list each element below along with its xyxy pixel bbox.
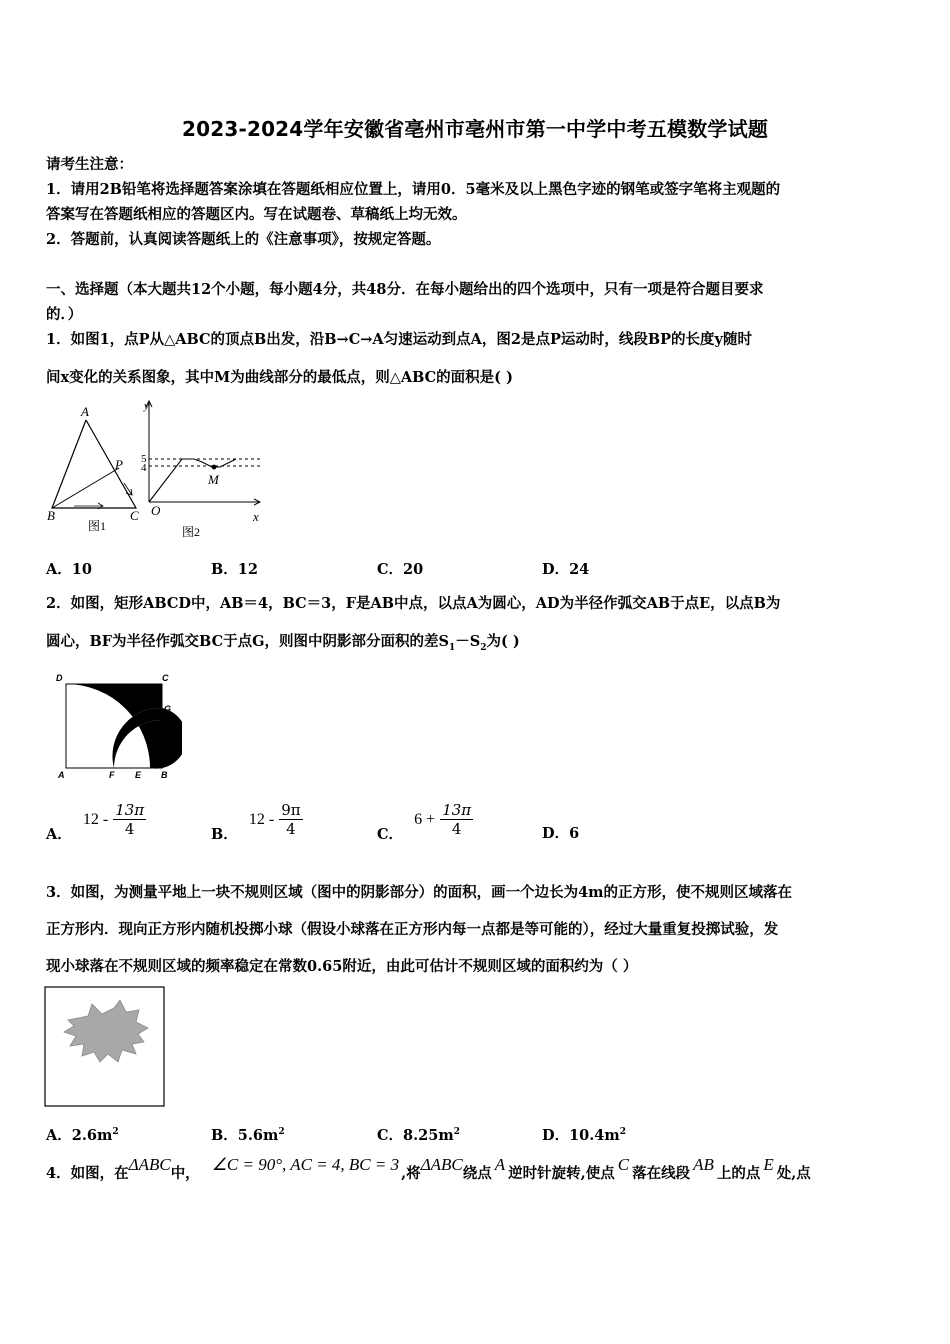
fig2-caption: 图2 (182, 525, 201, 539)
q2-figure (52, 670, 182, 780)
fig1-label-B: B (47, 508, 55, 523)
page-title: 2023-2024学年安徽省亳州市亳州市第一中学中考五模数学试题 (181, 117, 769, 141)
q3-line-2: 正方形内．现向正方形内随机投掷小球（假设小球落在正方形内每一点都是等可能的），经过大量重复投掷试验，发 (46, 921, 779, 938)
fig2-tick-4: 4 (141, 462, 147, 474)
q1-line-2: 间x变化的关系图象，其中M为曲线部分的最低点，则△ABC的面积是( ) (46, 369, 513, 386)
fig-q2-label-E: E (135, 770, 142, 780)
fig2-label-y: y (144, 400, 149, 412)
section-heading-line-1: 一、选择题（本大题共12个小题，每小题4分，共48分．在每小题给出的四个选项中，只有一项是符合题目要求 (46, 281, 764, 298)
q3-option-b[interactable]: B．$5.6m^2$ (211, 1127, 285, 1144)
q3-line-1: 3．如图，为测量平地上一块不规则区域（图中的阴影部分）的面积，画一个边长为4m的正方形，使不规则区域落在 (46, 884, 793, 901)
notice-line-3: 2．答题前，认真阅读答题纸上的《注意事项》，按规定答题。 (46, 231, 441, 248)
fig-q2-label-C: C (162, 673, 169, 683)
q1-figures (44, 398, 274, 544)
q3-figure (44, 986, 166, 1108)
fig1-label-P: P (115, 457, 123, 472)
fig-q2-label-D: D (56, 673, 63, 683)
notice-line-2: 答案写在答题纸相应的答题区内。写在试题卷、草稿纸上均无效。 (46, 206, 467, 223)
q4-line-1: 4．如图，在ΔABC中， ∠C = 90°, AC = 4, BC = 3 ,将ΔABC绕点 A 逆时针旋转,使点 C 落在线段 AB 上的点 E 处,点 (46, 1155, 811, 1182)
q2-option-d[interactable]: D．6 (542, 825, 580, 842)
q3-line-3: 现小球落在不规则区域的频率稳定在常数0.65附近，由此可估计不规则区域的面积约为（ ） (46, 958, 638, 975)
fig-q2-label-A: A (58, 770, 65, 780)
fig-q2-label-G: G (164, 704, 172, 714)
fig1-caption: 图1 (88, 519, 107, 533)
q1-figure-2 (141, 400, 262, 539)
notice-heading: 请考生注意： (46, 156, 133, 173)
q3-option-a[interactable]: A．$2.6m^2$ (46, 1127, 119, 1144)
fig2-label-origin: O (151, 503, 161, 518)
q2-line-1: 2．如图，矩形ABCD中，AB＝4，BC＝3，F是AB中点，以点A为圆心，AD为半径作弧交AB于点E，以点B为 (46, 595, 781, 612)
fig1-label-A: A (81, 404, 89, 419)
q2-line-2: 圆心，BF为半径作弧交BC于点G，则图中阴影部分面积的差$S_1-S_2$为( ) (46, 633, 520, 653)
fig2-label-M: M (208, 472, 219, 487)
q2-option-b[interactable]: B． 12 - $\frac{9\pi}{4}$ (211, 801, 301, 843)
q1-line-1: 1．如图1，点P从△ABC的顶点B出发，沿B→C→A匀速运动到点A，图2是点P运动时，线段BP的长度y随时 (46, 331, 752, 348)
q1-figure-1 (47, 404, 139, 533)
q2-option-c[interactable]: C． 6 + $\frac{13\pi}{4}$ (377, 801, 472, 843)
fig-q2-label-F: F (109, 770, 115, 780)
q1-option-c[interactable]: C．20 (377, 561, 424, 578)
fig2-tick-5: 5 (141, 453, 147, 465)
fig-q2-label-B: B (161, 770, 168, 780)
q1-option-d[interactable]: D．24 (542, 561, 590, 578)
q1-option-b[interactable]: B．12 (211, 561, 258, 578)
q3-option-d[interactable]: D．$10.4m^2$ (542, 1127, 627, 1144)
q2-option-a[interactable]: A． 12 - $\frac{13\pi}{4}$ (46, 801, 145, 843)
fig1-label-C: C (130, 508, 139, 523)
section-heading-line-2: 的．） (46, 306, 83, 323)
fig2-label-x: x (253, 509, 259, 524)
notice-line-1: 1．请用2B铅笔将选择题答案涂填在答题纸相应位置上，请用0．5毫米及以上黑色字迹的钢笔或签字笔将主观题的 (46, 181, 781, 198)
q1-option-a[interactable]: A．10 (46, 561, 92, 578)
q3-option-c[interactable]: C．$8.25m^2$ (377, 1127, 460, 1144)
